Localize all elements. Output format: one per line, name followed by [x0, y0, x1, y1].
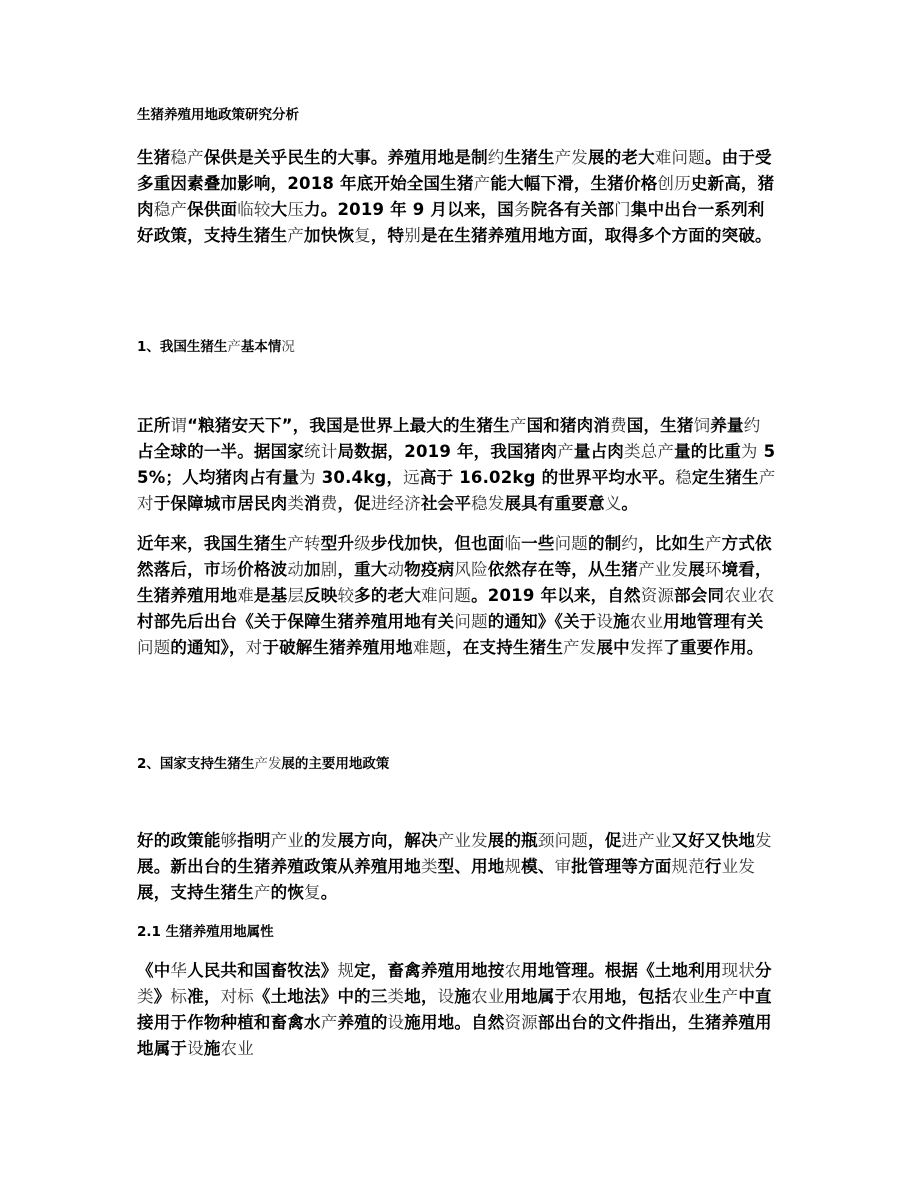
section-heading-2-1: 2.1 生猪养殖用地属性 [137, 924, 274, 940]
section-heading-1: 1、我国生猪生产基本情况 [137, 339, 295, 355]
paragraph-intro: 生猪稳产保供是关乎民生的大事。养殖用地是制约生猪生产发展的老大难问题。由于受多重因素叠加影响，2018 年底开始全国生猪产能大幅下滑，生猪价格创历史新高，猪肉稳产保供面临较大压力。2019 年 9 月以来，国务院各有关部门集中出台一系列利好政策，支持生猪生产加快恢复，特别是在生猪养殖用地方面，取得多个方面的突破。 [137, 148, 775, 245]
paragraph-policy-role: 好的政策能够指明产业的发展方向，解决产业发展的瓶颈问题，促进产业又好又快地发展。新出台的生猪养殖政策从养殖用地类型、用地规模、审批管理等方面规范行业发展，支持生猪生产的恢复。 [137, 831, 772, 902]
paragraph-land-attribute: 《中华人民共和国畜牧法》规定，畜禽养殖用地按农用地管理。根据《土地利用现状分类》标准，对标《土地法》中的三类地，设施农业用地属于农用地，包括农业生产中直接用于作物种植和畜禽水产养殖的设施用地。自然资源部出台的文件指出，生猪养殖用地属于设施农业 [137, 961, 772, 1058]
section-heading-2: 2、国家支持生猪生产发展的主要用地政策 [137, 756, 390, 772]
document-title: 生猪养殖用地政策研究分析 [137, 107, 299, 123]
paragraph-recent-problems: 近年来，我国生猪生产转型升级步伐加快，但也面临一些问题的制约，比如生产方式依然落后，市场价格波动加剧，重大动物疫病风险依然存在等，从生猪产业发展环境看，生猪养殖用地难是基层反映较多的老大难问题。2019 年以来，自然资源部会同农业农村部先后出台《关于保障生猪养殖用地有关问题的通知》《关于设施农业用地管理有关问题的通知》，对于破解生猪养殖用地难题，在支持生猪生产发展中发挥了重要作用。 [137, 534, 775, 657]
paragraph-production-overview: 正所谓“粮猪安天下”，我国是世界上最大的生猪生产国和猪肉消费国，生猪饲养量约占全球的一半。据国家统计局数据，2019 年，我国猪肉产量占肉类总产量的比重为 55%；人均猪肉占有量为 30.4kg，远高于 16.02kg 的世界平均水平。稳定生猪生产对于保障城市居民肉类消费，促进经济社会平稳发展具有重要意义。 [137, 416, 776, 513]
